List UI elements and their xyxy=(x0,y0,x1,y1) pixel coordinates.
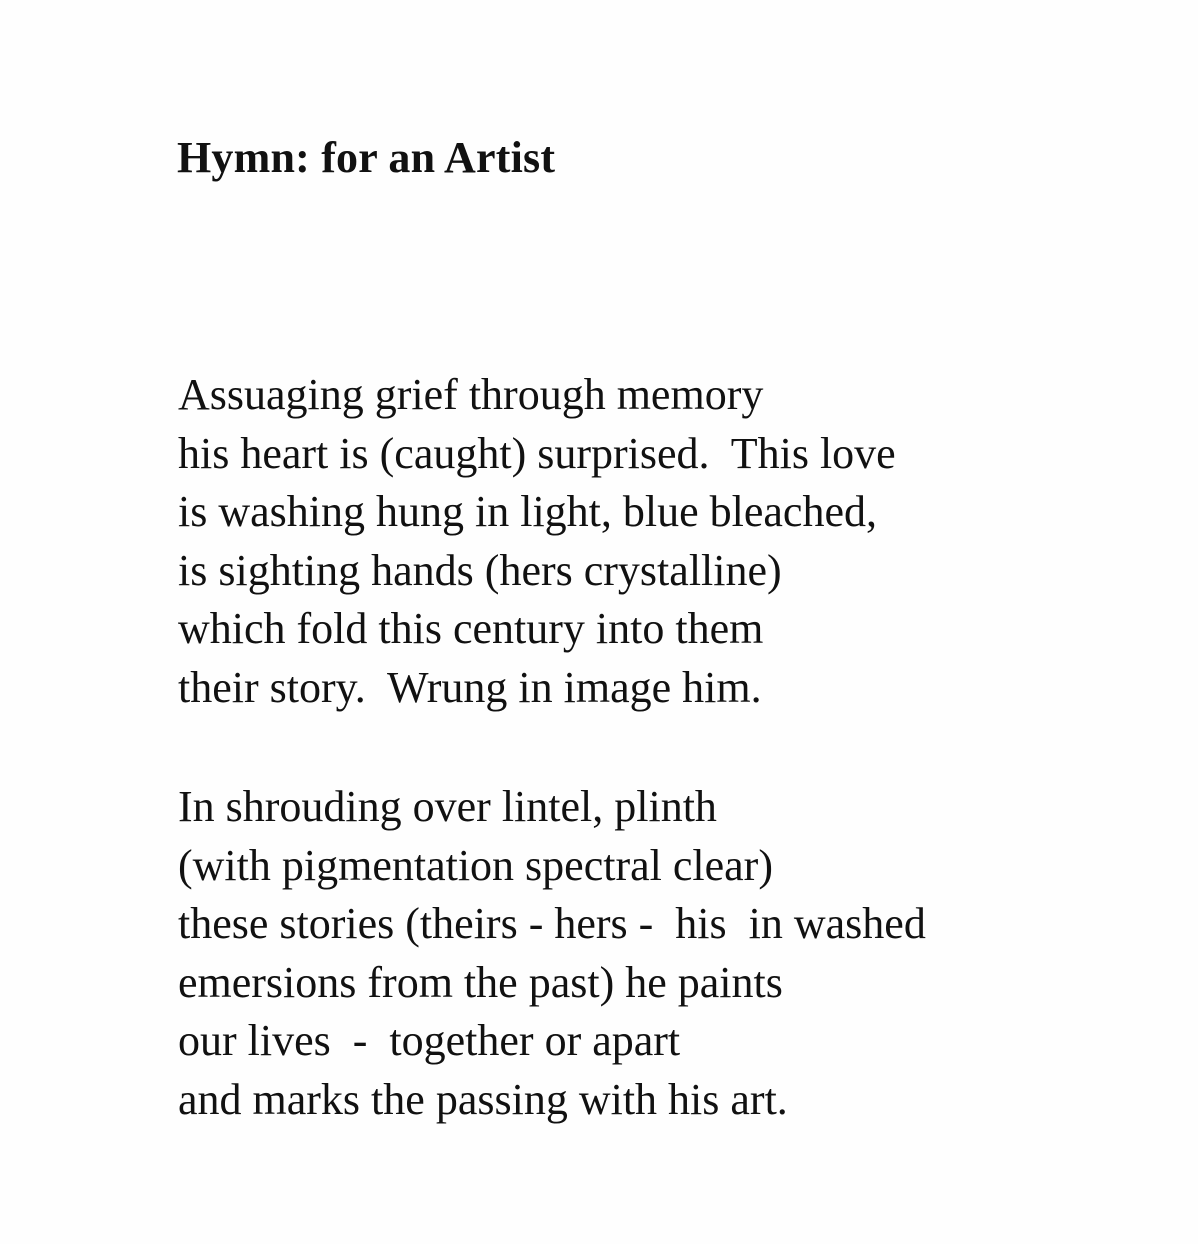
poem-line: which fold this century into them xyxy=(178,604,764,654)
poem-line: Assuaging grief through memory xyxy=(178,370,764,419)
poem-line: our lives - together or apart xyxy=(178,1016,681,1066)
poem-line: (with pigmentation spectral clear) xyxy=(178,840,773,890)
poem-line: In shrouding over lintel, plinth xyxy=(178,782,717,831)
poem-line: emersions from the past) he paints xyxy=(178,957,783,1007)
poem-stanza-1 xyxy=(178,366,896,718)
poem-line: these stories (theirs - hers - his in washed xyxy=(178,899,926,949)
poem-line: is sighting hands (hers crystalline) xyxy=(178,545,782,595)
poem-line: his heart is (caught) surprised. This love xyxy=(178,428,896,478)
poem-stanza-2 xyxy=(178,778,926,1130)
poem-line: their story. Wrung in image him. xyxy=(178,662,762,712)
poem-line: and marks the passing with his art. xyxy=(178,1074,788,1124)
poem-line: is washing hung in light, blue bleached, xyxy=(178,487,877,537)
poem-title: Hymn: for an Artist xyxy=(177,133,556,182)
